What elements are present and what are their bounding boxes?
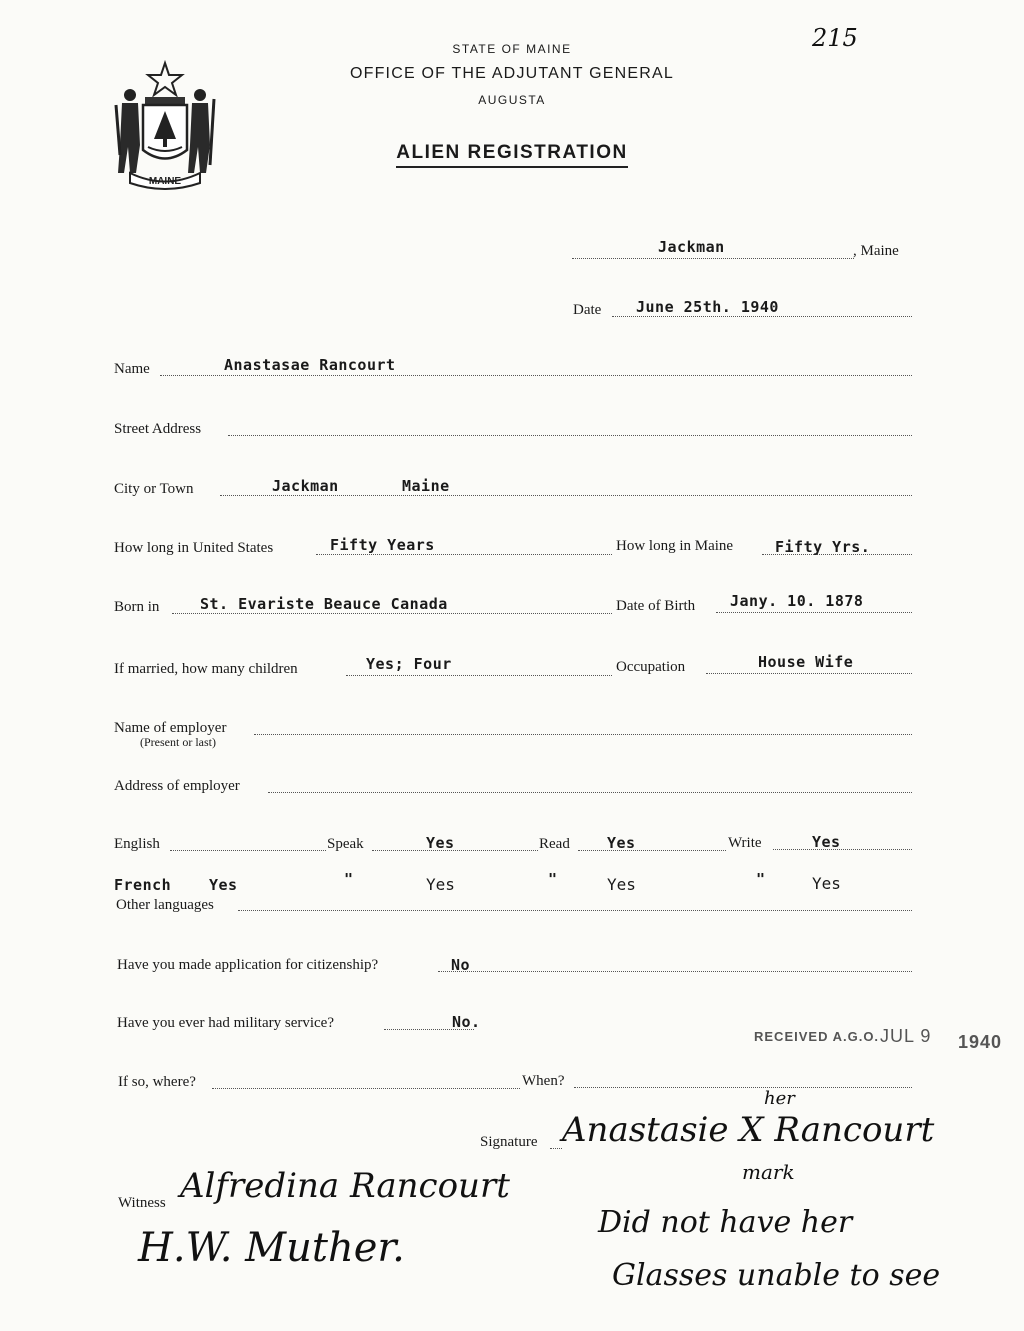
employer-label [114,720,226,750]
note-line-2: Glasses unable to see [612,1258,941,1293]
signature-mark: mark [742,1160,795,1184]
english-speak-value: Yes [426,834,455,852]
date-value: June 25th. 1940 [636,298,779,316]
page-number: 215 [812,24,858,52]
other-language-value: Yes [209,876,238,894]
ditto-speak: " [344,870,354,888]
employer-address-label: Address of employer [114,778,240,794]
name-value: Anastasae Rancourt [224,356,396,374]
employer-sublabel: (Present or last) [140,735,216,749]
citizenship-value: No [451,956,471,974]
header-city: AUGUSTA [478,93,546,107]
born-in-label: Born in [114,599,160,615]
header-state: STATE OF MAINE [452,42,572,56]
received-stamp-date: JUL 9 [880,1026,932,1046]
where-label: If so, where? [118,1074,196,1090]
page-title: ALIEN REGISTRATION [396,142,627,168]
city-state-value: Maine [402,477,450,495]
ditto-read: " [548,870,558,888]
other-speak-value: Yes [426,875,455,894]
born-in-value: St. Evariste Beauce Canada [200,595,448,613]
military-value: No. [452,1013,481,1031]
children-value: Yes; Four [366,655,452,673]
date-label: Date [573,302,602,318]
write-label: Write [728,835,762,851]
other-languages-label: Other languages [116,897,214,913]
english-read-value: Yes [607,834,636,852]
dob-label: Date of Birth [616,598,696,614]
occupation-label: Occupation [616,659,686,675]
location-suffix: , Maine [853,243,899,259]
seal-text: MAINE [148,176,182,187]
location-town: Jackman [658,238,725,256]
dob-value: Jany. 10. 1878 [730,592,864,610]
maine-duration-value: Fifty Yrs. [775,538,871,556]
received-stamp-year: 1940 [958,1032,1003,1052]
occupation-value: House Wife [758,653,854,671]
when-label: When? [522,1073,565,1089]
us-duration-label: How long in United States [114,540,274,556]
header-office: OFFICE OF THE ADJUTANT GENERAL [349,65,675,82]
city-town-value: Jackman [272,477,339,495]
note-line-1: Did not have her [598,1205,853,1240]
name-label: Name [114,361,150,377]
read-label: Read [539,836,570,852]
other-language-name: French [114,876,172,894]
signature-label: Signature [480,1134,538,1150]
citizenship-label: Have you made application for citizenship? [117,957,379,973]
military-label: Have you ever had military service? [117,1015,334,1031]
witness-name-2: H.W. Muther. [138,1225,405,1271]
city-label: City or Town [114,481,194,497]
us-duration-value: Fifty Years [330,536,435,554]
maine-duration-label: How long in Maine [616,538,734,554]
signature-value: Anastasie X Rancourt [562,1110,935,1150]
ditto-write: " [756,870,766,888]
employer-label-text: Name of employer [114,720,227,736]
english-label: English [114,836,160,852]
english-write-value: Yes [812,833,841,851]
received-stamp-text: RECEIVED A.G.O. [754,1029,880,1044]
witness-name-1: Alfredina Rancourt [180,1166,510,1206]
other-write-value: Yes [812,874,841,893]
children-label: If married, how many children [114,661,298,677]
street-label: Street Address [114,421,202,437]
witness-label: Witness [118,1195,166,1211]
speak-label: Speak [327,836,364,852]
signature-her: her [764,1088,795,1109]
other-read-value: Yes [607,875,636,894]
